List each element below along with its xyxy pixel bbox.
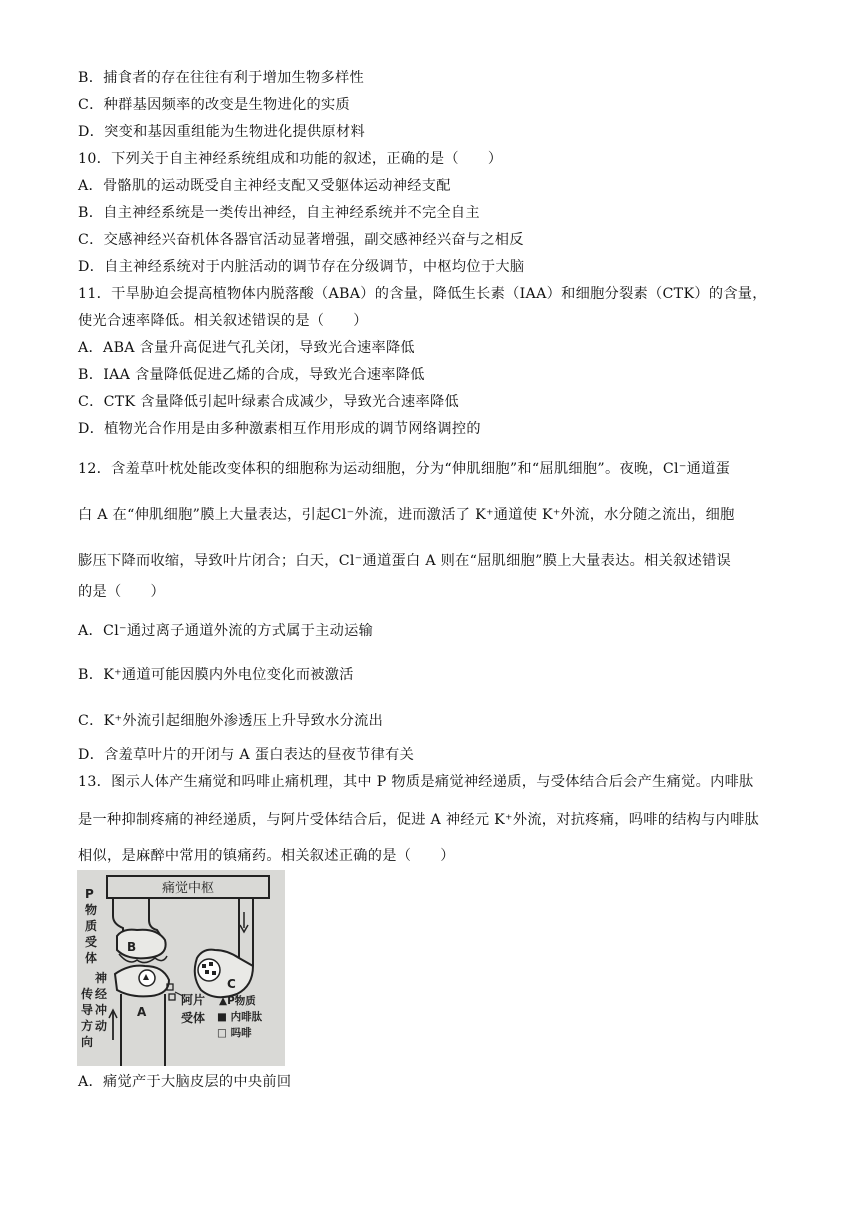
q12-option-a: A．Cl⁻通过离子通道外流的方式属于主动运输	[78, 623, 374, 639]
pain-center-label: 痛觉中枢	[161, 881, 215, 896]
q10-option-a: A．骨骼肌的运动既受自主神经支配又受躯体运动神经支配	[78, 178, 451, 194]
q12-stem-line4: 的是（ ）	[78, 584, 165, 600]
q13-stem-line2: 是一种抑制疼痛的神经递质，与阿片受体结合后，促进 A 神经元 K⁺外流，对抗疼痛，吗啡的结构与内啡肽	[78, 812, 760, 828]
neuron-b-label: B	[127, 940, 137, 954]
q12-stem-line2: 白 A 在“伸肌细胞”膜上大量表达，引起Cl⁻外流，进而激活了 K⁺通道使 K⁺外流，水分随之流出，细胞	[78, 507, 735, 523]
q11-stem-line1: 11．干旱胁迫会提高植物体内脱落酸（ABA）的含量，降低生长素（IAA）和细胞分裂素（CTK）的含量，	[78, 286, 767, 302]
svg-text:导: 导	[81, 1003, 94, 1017]
svg-text:传: 传	[81, 987, 94, 1001]
q11-option-c: C．CTK 含量降低引起叶绿素合成减少，导致光合速率降低	[78, 394, 459, 410]
svg-text:阿片: 阿片	[181, 993, 206, 1007]
legend-p-substance: ▲P物质	[219, 995, 256, 1007]
q10-stem: 10．下列关于自主神经系统组成和功能的叙述，正确的是（ ）	[78, 151, 503, 167]
q13-option-a: A．痛觉产于大脑皮层的中央前回	[78, 1074, 292, 1090]
conduction-direction-label	[80, 970, 107, 1049]
neuron-c-label: C	[227, 977, 236, 991]
q9-option-b: B．捕食者的存在往往有利于增加生物多样性	[78, 70, 364, 86]
q12-option-d: D．含羞草叶片的开闭与 A 蛋白表达的昼夜节律有关	[78, 747, 415, 763]
svg-text:受: 受	[85, 935, 98, 949]
opioid-receptor-label	[181, 992, 205, 1025]
q12-option-c: C．K⁺外流引起细胞外渗透压上升导致水分流出	[78, 713, 384, 729]
svg-text:向: 向	[81, 1035, 94, 1049]
svg-text:物: 物	[85, 903, 98, 917]
svg-text:P: P	[85, 887, 94, 901]
q9-option-c: C．种群基因频率的改变是生物进化的实质	[78, 97, 350, 113]
q11-option-a: A．ABA 含量升高促进气孔关闭，导致光合速率降低	[78, 340, 415, 356]
q10-option-d: D．自主神经系统对于内脏活动的调节存在分级调节，中枢均位于大脑	[78, 259, 525, 275]
figure-drawing	[77, 870, 285, 1066]
q12-stem-line1: 12．含羞草叶枕处能改变体积的细胞称为运动细胞，分为“伸肌细胞”和“屈肌细胞”。夜晚，Cl⁻通道蛋	[78, 461, 731, 477]
svg-text:质: 质	[85, 919, 98, 933]
pain-mechanism-figure	[77, 870, 285, 1066]
q11-option-b: B．IAA 含量降低促进乙烯的合成，导致光合速率降低	[78, 367, 425, 383]
q13-stem-line3: 相似，是麻醉中常用的镇痛药。相关叙述正确的是（ ）	[78, 848, 455, 864]
legend-endorphin: ■ 内啡肽	[217, 1011, 263, 1023]
q12-stem-line3: 膨压下降而收缩，导致叶片闭合；白天，Cl⁻通道蛋白 A 则在“屈肌细胞”膜上大量表达。相关叙述错误	[78, 553, 732, 569]
neuron-a-label: A	[137, 1005, 147, 1019]
q9-option-d: D．突变和基因重组能为生物进化提供原材料	[78, 124, 365, 140]
q10-option-b: B．自主神经系统是一类传出神经，自主神经系统并不完全自主	[78, 205, 480, 221]
q11-stem-line2: 使光合速率降低。相关叙述错误的是（ ）	[78, 313, 368, 329]
neuron-b-terminal	[117, 930, 166, 959]
q13-stem-line1: 13．图示人体产生痛觉和吗啡止痛机理，其中 P 物质是痛觉神经递质，与受体结合后会产生痛觉。内啡肽	[78, 774, 754, 790]
svg-text:动: 动	[95, 1019, 108, 1033]
svg-text:神: 神	[95, 971, 108, 985]
p-receptor-label	[85, 887, 98, 965]
svg-text:受体: 受体	[181, 1011, 206, 1025]
q10-option-c: C．交感神经兴奋机体各器官活动显著增强，副交感神经兴奋与之相反	[78, 232, 524, 248]
q12-option-b: B．K⁺通道可能因膜内外电位变化而被激活	[78, 667, 354, 683]
figure-legend	[217, 994, 263, 1039]
svg-text:冲: 冲	[95, 1003, 108, 1017]
svg-text:经: 经	[95, 987, 108, 1001]
svg-text:方: 方	[81, 1019, 94, 1033]
svg-text:体: 体	[85, 951, 98, 965]
q11-option-d: D．植物光合作用是由多种激素相互作用形成的调节网络调控的	[78, 421, 481, 437]
legend-morphine: □ 吗啡	[217, 1027, 252, 1039]
